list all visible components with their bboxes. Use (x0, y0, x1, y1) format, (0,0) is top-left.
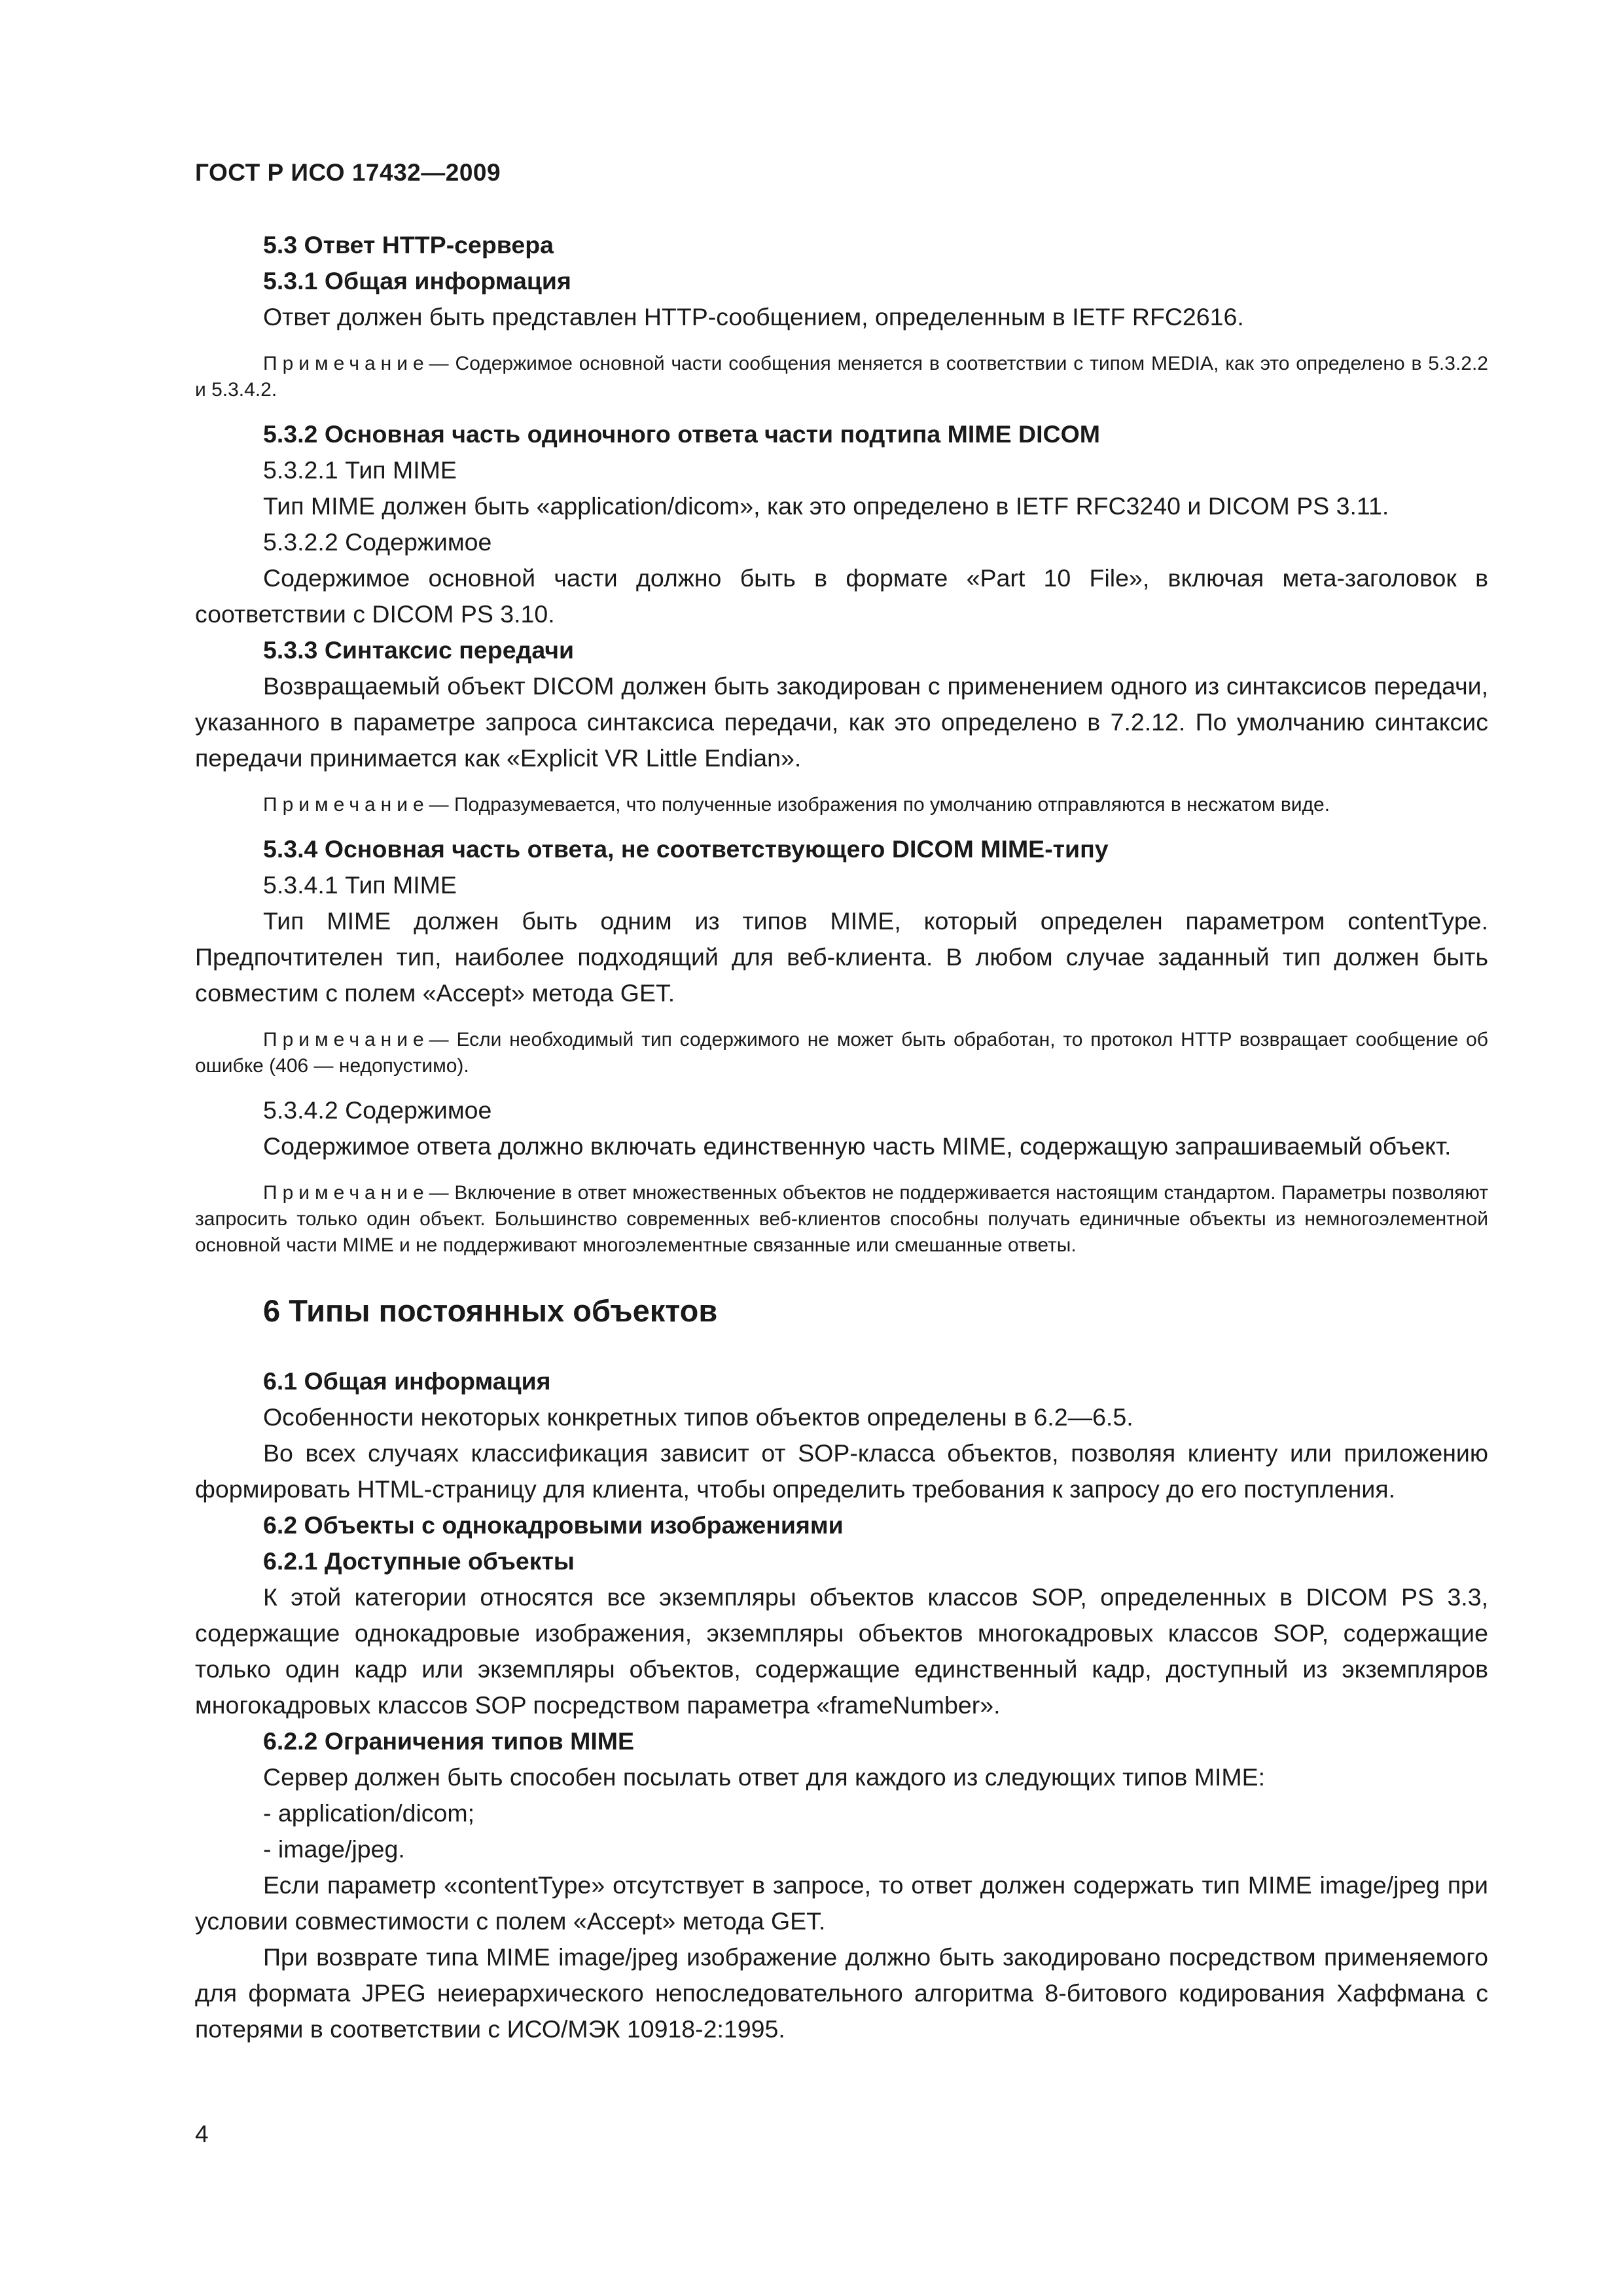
heading-6-1: 6.1 Общая информация (263, 1367, 551, 1395)
note-5-3-4-1 (195, 1027, 1488, 1079)
paragraph-5-3-2-2: Содержимое основной части должно быть в формате «Part 10 File», включая мета-заголовок в соответствии с DICOM PS 3.10. (195, 564, 1488, 628)
heading-6-2-1: 6.2.1 Доступные объекты (263, 1547, 575, 1575)
note-text: — Подразумевается, что полученные изображения по умолчанию отправляются в несжатом виде. (429, 794, 1330, 816)
paragraph-5-3-1: Ответ должен быть представлен HTTP-сообщением, определенным в IETF RFC2616. (263, 303, 1244, 331)
paragraph-5-3-3: Возвращаемый объект DICOM должен быть закодирован с применением одного из синтаксисов передачи, указанного в параметре запроса синтаксиса передачи, как это определено в 7.2.12. По умолчанию синтаксис передачи принимается как «Explicit VR Little Endian». (195, 672, 1488, 772)
heading-5-3-4: 5.3.4 Основная часть ответа, не соответствующего DICOM MIME-типу (263, 835, 1109, 863)
paragraph-5-3-4-2: Содержимое ответа должно включать единственную часть MIME, содержащую запрашиваемый объект. (263, 1132, 1452, 1160)
paragraph-5-3-4-1: Тип MIME должен быть одним из типов MIME, который определен параметром contentType. Предпочтителен тип, наиболее подходящий для веб-клиента. В любом случае заданный тип должен быть совместим с полем «Accept» метода GET. (195, 907, 1488, 1007)
paragraph-6-2-1: К этой категории относятся все экземпляры объектов классов SOP, определенных в DICOM PS 3.3, содержащие однокадровые изображения, экземпляры объектов многокадровых классов SOP, содержащие только один кадр или экземпляры объектов, содержащие единственный кадр, доступный из экземпляров многокадровых классов SOP посредством параметра «frameNumber». (195, 1583, 1488, 1719)
heading-5-3-3: 5.3.3 Синтаксис передачи (263, 636, 575, 664)
paragraph-5-3-2-1: Тип MIME должен быть «application/dicom», как это определено в IETF RFC3240 и DICOM PS 3.11. (263, 492, 1389, 520)
note-text: — Содержимое основной части сообщения меняется в соответствии с типом MEDIA, как это определено в 5.3.2.2 и 5.3.4.2. (195, 353, 1488, 401)
note-5-3-4-2 (195, 1180, 1488, 1259)
heading-5-3-2: 5.3.2 Основная часть одиночного ответа части подтипа MIME DICOM (263, 420, 1100, 448)
note-5-3-3 (195, 792, 1488, 818)
paragraph-6-1-a: Особенности некоторых конкретных типов объектов определены в 6.2—6.5. (263, 1403, 1133, 1431)
list-item: - image/jpeg. (263, 1835, 405, 1863)
heading-section-6: 6 Типы постоянных объектов (263, 1293, 718, 1328)
note-label: Примечание (263, 1182, 429, 1204)
note-label: Примечание (263, 353, 429, 374)
heading-6-2-2: 6.2.2 Ограничения типов MIME (263, 1727, 635, 1755)
page-content (195, 227, 1488, 2047)
note-5-3-1 (195, 351, 1488, 403)
heading-5-3-2-1: 5.3.2.1 Тип MIME (263, 456, 457, 484)
paragraph-6-2-2-a: Сервер должен быть способен посылать ответ для каждого из следующих типов MIME: (263, 1763, 1266, 1791)
note-text: — Если необходимый тип содержимого не может быть обработан, то протокол HTTP возвращает сообщение об ошибке (406 — недопустимо). (195, 1029, 1488, 1077)
heading-5-3-4-1: 5.3.4.1 Тип MIME (263, 871, 457, 899)
paragraph-6-2-2-c: При возврате типа MIME image/jpeg изображение должно быть закодировано посредством применяемого для формата JPEG неиерархического непоследовательного алгоритма 8-битового кодирования Хаффмана с потерями в соответствии с ИСО/МЭК 10918-2:1995. (195, 1943, 1488, 2043)
heading-5-3: 5.3 Ответ HTTP-сервера (263, 231, 554, 259)
paragraph-6-1-b: Во всех случаях классификация зависит от SOP-класса объектов, позволяя клиенту или приложению формировать HTML-страницу для клиента, чтобы определить требования к запросу до его поступления. (195, 1439, 1488, 1503)
note-label: Примечание (263, 1029, 429, 1050)
list-item: - application/dicom; (263, 1799, 475, 1827)
heading-5-3-4-2: 5.3.4.2 Содержимое (263, 1096, 492, 1124)
standard-header: ГОСТ Р ИСО 17432—2009 (195, 159, 501, 186)
heading-5-3-2-2: 5.3.2.2 Содержимое (263, 528, 492, 556)
heading-5-3-1: 5.3.1 Общая информация (263, 267, 571, 295)
heading-6-2: 6.2 Объекты с однокадровыми изображениями (263, 1511, 844, 1539)
note-label: Примечание (263, 794, 429, 816)
page-number: 4 (195, 2121, 209, 2147)
paragraph-6-2-2-b: Если параметр «contentType» отсутствует в запросе, то ответ должен содержать тип MIME image/jpeg при условии совместимости с полем «Accept» метода GET. (195, 1871, 1488, 1935)
note-text: — Включение в ответ множественных объектов не поддерживается настоящим стандартом. Параметры позволяют запросить только один объект. Большинство современных веб-клиентов способны получать единичные объекты из немногоэлементной основной части MIME и не поддерживают многоэлементные связанные или смешанные ответы. (195, 1182, 1488, 1256)
